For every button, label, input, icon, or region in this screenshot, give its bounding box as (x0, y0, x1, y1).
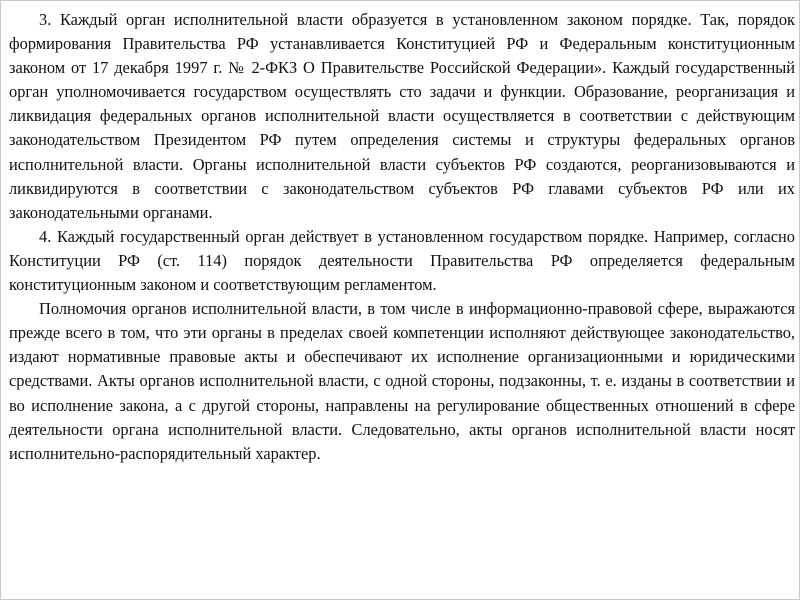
paragraph-3: 3. Каждый орган исполнительной власти образуется в установленном законом порядке. Так, порядок формирования Правительства РФ устанавливается Конституцией РФ и Федеральным конституционным законом от 17 декабря 1997 г. № 2-ФКЗ О Правительстве Российской Федерации». Каждый государственный орган уполномочивается государством осуществлять сто задачи и функции. Образование, реорганизация и ликвидация федеральных органов исполнительной власти осуществляется в соответствии с действующим законодательством Президентом РФ путем определения системы и структуры федеральных органов исполнительной власти. Органы исполнительной власти субъектов РФ создаются, реорганизовываются и ликвидируются в соответствии с законодательством субъектов РФ главами субъектов РФ или их законодательными органами. (9, 10, 795, 222)
paragraph-powers: Полномочия органов исполнительной власти, в том числе в информационно-правовой сфере, выражаются прежде всего в том, что эти органы в пределах своей компетенции исполняют действующее законодательство, издают нормативные правовые акты и обеспечивают их исполнение организационными и юридическими средствами. Акты органов исполнительной власти, с одной стороны, подзаконны, т. е. изданы в соответствии и во исполнение закона, а с другой стороны, направлены на регулирование общественных отношений в сфере деятельности органа исполнительной власти. Следовательно, акты органов исполнительной власти носят исполнительно-распорядительный характер. (9, 299, 795, 463)
document-body (9, 8, 795, 466)
slide-page (1, 1, 799, 599)
paragraph-4: 4. Каждый государственный орган действует в установленном государством порядке. Например, согласно Конституции РФ (ст. 114) порядок деятельности Правительства РФ определяется федеральным конституционным законом и соответствующим регламентом. (9, 226, 795, 295)
